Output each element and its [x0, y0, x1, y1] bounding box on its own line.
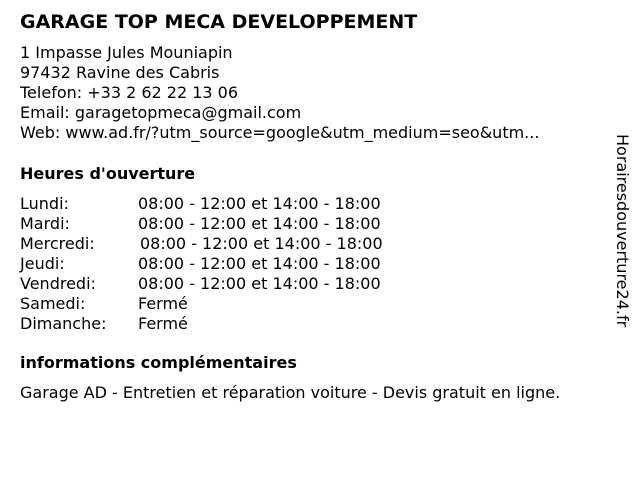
- day-label: Lundi:: [20, 194, 69, 213]
- additional-info-heading: informations complémentaires: [20, 353, 297, 372]
- day-label: Samedi:: [20, 294, 86, 313]
- site-watermark: Horairesdouverture24.fr: [613, 134, 632, 328]
- business-name: GARAGE TOP MECA DEVELOPPEMENT: [20, 11, 418, 33]
- address-line-1: 1 Impasse Jules Mouniapin: [20, 43, 233, 62]
- day-hours: Fermé: [138, 314, 188, 333]
- day-label: Mardi:: [20, 214, 70, 233]
- address-line-2: 97432 Ravine des Cabris: [20, 63, 220, 82]
- day-hours: 08:00 - 12:00 et 14:00 - 18:00: [138, 194, 381, 213]
- day-hours: Fermé: [138, 294, 188, 313]
- day-label: Vendredi:: [20, 274, 96, 293]
- contact-block: [20, 43, 539, 143]
- day-label: Jeudi:: [20, 254, 65, 273]
- email-address[interactable]: Email: garagetopmeca@gmail.com: [20, 103, 302, 122]
- day-hours: 08:00 - 12:00 et 14:00 - 18:00: [138, 214, 381, 233]
- phone-number[interactable]: Telefon: +33 2 62 22 13 06: [20, 83, 239, 102]
- day-hours: 08:00 - 12:00 et 14:00 - 18:00: [140, 234, 383, 253]
- day-hours: 08:00 - 12:00 et 14:00 - 18:00: [138, 254, 381, 273]
- additional-info-text: Garage AD - Entretien et réparation voiture - Devis gratuit en ligne.: [20, 383, 561, 402]
- website-link[interactable]: Web: www.ad.fr/?utm_source=google&utm_medium=seo&utm...: [20, 123, 540, 142]
- day-label: Dimanche:: [20, 314, 107, 333]
- day-label: Mercredi:: [20, 234, 95, 253]
- opening-hours-heading: Heures d'ouverture: [20, 164, 196, 183]
- day-hours: 08:00 - 12:00 et 14:00 - 18:00: [138, 274, 381, 293]
